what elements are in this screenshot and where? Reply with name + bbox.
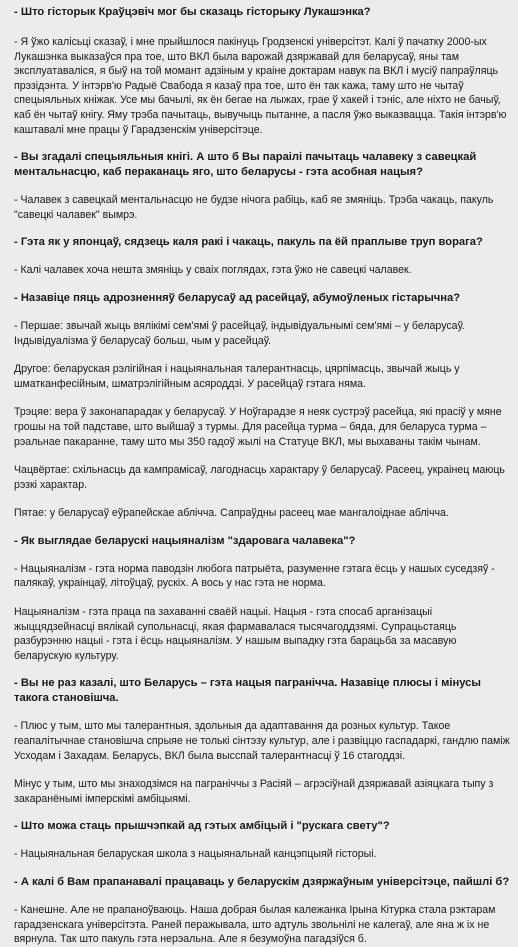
answer-paragraph: Другое: беларуская рэлігійная і нацыянальная талерантнасць, цярпімасць, звычай жыць у шматканфесійным, шматрэлігійным асяроддзі. У расейцаў гэтага няма. xyxy=(14,363,460,390)
answer-paragraph: Трэцяе: вера ў законапарадак у беларусаў. У Ноўгарадзе я неяк сустрэў расейца, які прасіў у мяне грошы на той падставе, што выйшаў з турмы. Для расейца турма – бяда, для беларуса турма – рэальнае пакаранне, таму што мы 350 гадоў жылі на Статуце ВКЛ, мы выхаваны такім чынам. xyxy=(14,406,502,448)
answer-paragraph: Чацвёртае: схільнасць да кампрамісаў, лагоднасць характару ў беларусаў. Расеец, украінец маюць рэзкі характар. xyxy=(14,464,505,491)
interview-answer: - Канешне. Але не прапаноўваюць. Наша добрая былая калежанка Ірына Кітурка стала рэктарам гарадзенскага універсітэта. Раней перажывала, што адтуль звольнілі не калегаў, але яна ж іх не вярнула. Так што пакуль гэта нерэальна. Але я безумоўна пагадзіўся б. xyxy=(14,904,496,946)
interview-answer: - Нацыянальная беларуская школа з нацыянальнай канцэпцыяй гісторыі. xyxy=(14,848,377,861)
interview-question: - Вы не раз казалі, што Беларусь – гэта нацыя пагранічча. Назавіце плюсы і мінусы такога становішча. xyxy=(14,677,481,705)
interview-question: - Вы згадалі спецыяльныя кнігі. А што б Вы параілі пачытаць чалавеку з савецкай ментальнасцю, каб пераканаць яго, што беларусы - гэта асобная нацыя? xyxy=(14,151,477,179)
interview-question: - Што можа стаць прышчэпкай ад гэтых амбіцый і "рускага свету"? xyxy=(14,820,390,833)
interview-question: - Што гісторык Краўцэвіч мог бы сказаць гісторыку Лукашэнка? xyxy=(14,6,371,18)
interview-answer: - Чалавек з савецкай ментальнасцю не будзе нічога рабіць, каб яе змяніць. Трэба чакаць, пакуль "савецкі чалавек" вымрэ. xyxy=(14,194,494,221)
interview-question: - А калі б Вам прапанавалі працаваць у беларускім дзяржаўным універсітэце, пайшлі б? xyxy=(14,876,510,888)
interview-question: - Назавіце пяць адрозненняў беларусаў ад расейцаў, абумоўленых гістарычна? xyxy=(14,291,461,304)
interview-answer: - Калі чалавек хоча нешта змяніць у сваіх поглядах, гэта ўжо не савецкі чалавек. xyxy=(14,264,412,277)
answer-paragraph: Мінус у тым, што мы знаходзімся на паграніччы з Расіяй – агрэсіўнай дзяржавай азіяцкага тыпу з закаранёнымі імперскімі амбіцыямі. xyxy=(14,778,494,805)
interview-answer: - Плюс у тым, што мы талерантныя, здольныя да адаптавання да розных культур. Такое геапалітычнае становішча спрыяе не толькі сінтэзу культур, але і развіццю гаспадаркі, гандлю паміж Усходам і Захадам. Беларусь, ВКЛ была высспай талерантнасці ў 16 стагоддзі. xyxy=(14,720,510,762)
interview-question: - Як выглядае беларускі нацыяналізм "здаровага чалавека"? xyxy=(14,534,356,547)
interview-answer: - Нацыяналізм - гэта норма паводзін любога патрыёта, разуменне гэтага ёсць у нашых суседзяў - палякаў, украінцаў, літоўцаў, рускіх. А вось у нас гэта не норма. xyxy=(14,562,495,590)
interview-answer: - Першае: звычай жыць вялікімі сем'ямі ў расейцаў, індывідуальнымі сем'ямі – у беларусаў. Індывідуалізма ў беларусаў больш, чым у расейцаў. xyxy=(14,319,465,347)
answer-paragraph: Нацыяналізм - гэта праца па захаванні сваёй нацыі. Нацыя - гэта спосаб арганізацыі жыццядзейнасці вялікай супольнасці, якая фармавалася тысячагоддзямі. Супрацьстаяць разбурэнню нацыі - гэта і ёсць нацыяналізм. У нашым выпадку гэта барацьба за масавую беларускую культуру. xyxy=(14,606,457,662)
answer-paragraph: Пятае: у беларусаў еўрапейскае аблічча. Сапраўдны расеец мае мангалоіднае аблічча. xyxy=(14,507,449,520)
interview-answer: - Я ўжо калісьці сказаў, і мне прыйшлося пакінуць Гродзенскі універсітэт. Калі ў пачатку 2000-ых Лукашэнка выказаўся пра тое, што ВКЛ была варожай дзяржавай для беларусаў, яны там эксплуатаваліся, я быў на той момант адзіным у краіне доктарам навук па ВКЛ і мусіў папраўляць прэзідэнта. У інтэрв'ю Радыё Свабода я казаў пра тое, што ён так кажа, таму што не чытаў спецыяльных кніжак. Усе мы бачылі, як ён бегае на лыжах, грае ў хакей і тэніс, але ніхто не бачыў, каб ён чытаў кнігу. Яму трэба пачытаць, вывучыць пытанне, а пасля ўжо выказвацца. Такія інтэрв'ю каштавалі мне працы ў Гарадзенскім універсітэце. xyxy=(14,36,507,136)
interview-question: - Гэта як у японцаў, сядзець каля ракі і чакаць, пакуль па ёй праплыве труп ворага? xyxy=(14,236,483,249)
